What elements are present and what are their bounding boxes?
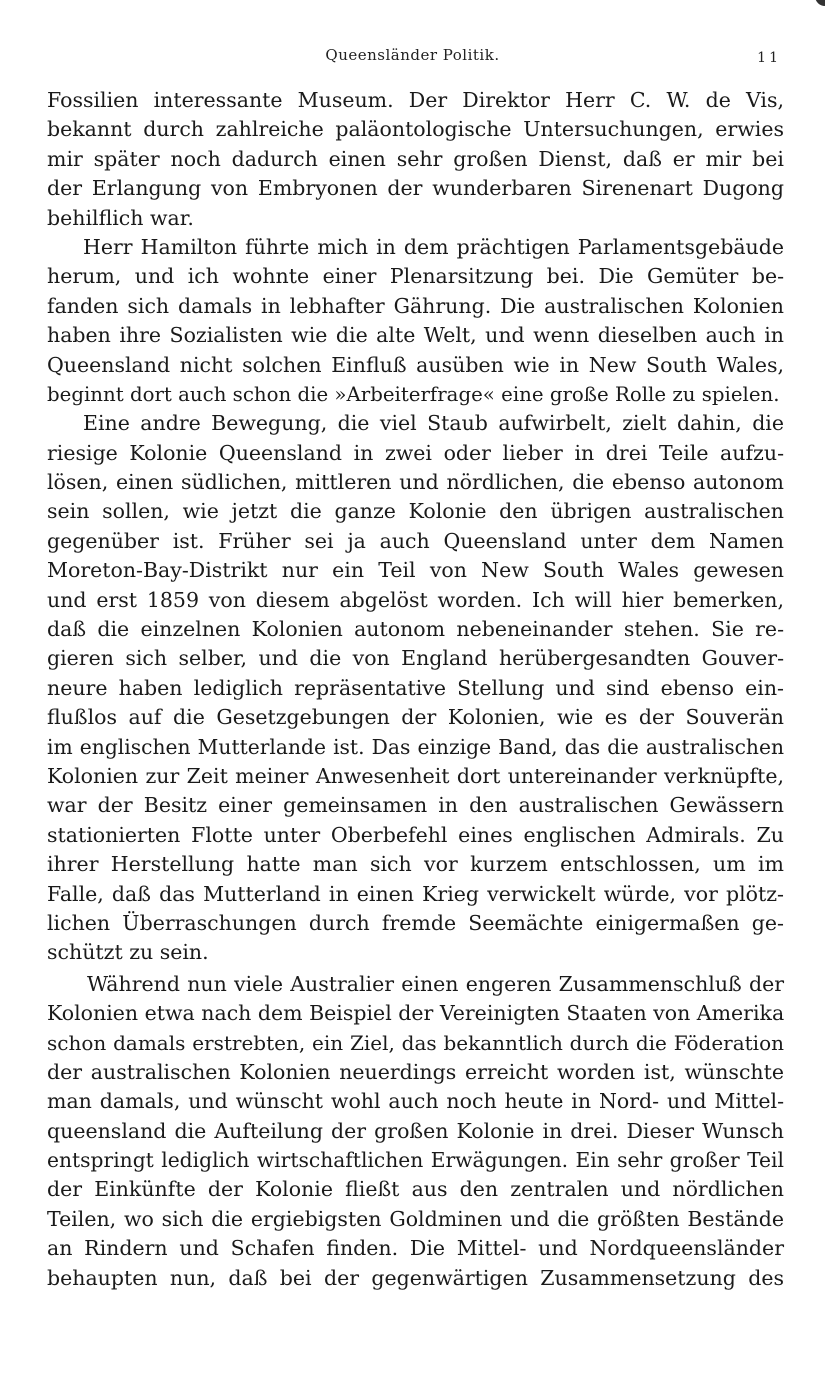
text-line: bekannt durch zahlreiche paläontologische Untersuchungen, erwies: [47, 117, 784, 142]
text-line: der australischen Kolonien neuerdings erreicht worden ist, wünschte: [47, 1059, 784, 1084]
paragraph: [47, 86, 784, 233]
text-line: Queensland nicht solchen Einfluß ausüben wie in New South Wales,: [47, 352, 784, 377]
text-line: Falle, daß das Mutterland in einen Krieg verwickelt würde, vor plötz-: [47, 881, 784, 906]
text-line: haben ihre Sozialisten wie die alte Welt, und wenn dieselben auch in: [47, 323, 784, 348]
text-line: an Rindern und Schafen finden. Die Mittel- und Nordqueensländer: [47, 1236, 784, 1261]
text-line: schützt zu sein.: [47, 940, 209, 965]
text-line: der Erlangung von Embryonen der wunderbaren Sirenenart Dugong: [47, 176, 784, 201]
text-line: der Einkünfte der Kolonie fließt aus den zentralen und nördlichen: [47, 1177, 784, 1202]
text-line: gegenüber ist. Früher sei ja auch Queensland unter dem Namen: [47, 528, 784, 553]
text-line: Kolonien etwa nach dem Beispiel der Vereinigten Staaten von Amerika: [47, 1001, 785, 1026]
text-line: riesige Kolonie Queensland in zwei oder lieber in drei Teile aufzu-: [47, 440, 784, 465]
text-line: ihrer Herstellung hatte man sich vor kurzem entschlossen, um im: [47, 852, 784, 877]
paragraph: [47, 409, 784, 967]
text-line: man damals, und wünscht wohl auch noch heute in Nord- und Mittel-: [47, 1089, 784, 1114]
paragraph: [47, 233, 784, 409]
text-line: Kolonien zur Zeit meiner Anwesenheit dort untereinander verknüpfte,: [47, 763, 784, 788]
text-line: lösen, einen südlichen, mittleren und nördlichen, die ebenso autonom: [47, 470, 784, 495]
text-line: queensland die Aufteilung der großen Kolonie in drei. Dieser Wunsch: [47, 1118, 784, 1143]
text-line: herum, und ich wohnte einer Plenarsitzung bei. Die Gemüter be-: [47, 264, 784, 289]
text-line: und erst 1859 von diesem abgelöst worden. Ich will hier bemerken,: [47, 587, 784, 612]
text-line: sein sollen, wie jetzt die ganze Kolonie den übrigen australischen: [47, 499, 784, 524]
text-line: entspringt lediglich wirtschaftlichen Erwägungen. Ein sehr großer Teil: [47, 1148, 784, 1173]
text-line: Herr Hamilton führte mich in dem prächtigen Parlamentsgebäude: [83, 234, 784, 259]
text-line: behaupten nun, daß bei der gegenwärtigen Zusammensetzung des: [47, 1265, 784, 1290]
text-line: flußlos auf die Gesetzgebungen der Kolonien, wie es der Souverän: [47, 705, 784, 730]
text-line: war der Besitz einer gemeinsamen in den australischen Gewässern: [47, 793, 784, 818]
scan-corner-mark: [815, 0, 825, 6]
text-line: schon damals erstrebten, ein Ziel, das bekanntlich durch die Föderation: [47, 1030, 784, 1055]
text-line: Fossilien interessante Museum. Der Direktor Herr C. W. de Vis,: [47, 88, 784, 112]
text-line: behilflich war.: [47, 205, 194, 230]
paragraph: [47, 970, 784, 1293]
text-line: fanden sich damals in lebhafter Gährung. Die australischen Kolonien: [47, 293, 784, 318]
text-line: Moreton-Bay-Distrikt nur ein Teil von New South Wales gewesen: [47, 558, 784, 583]
page-number: 11: [757, 50, 781, 66]
text-line: neure haben lediglich repräsentative Stellung und sind ebenso ein-: [47, 675, 784, 700]
text-line: Teilen, wo sich die ergiebigsten Goldminen und die größten Bestände: [47, 1206, 784, 1231]
running-title: Queensländer Politik.: [325, 46, 500, 64]
text-line: gieren sich selber, und die von England herübergesandten Gouver-: [47, 646, 784, 671]
text-line: mir später noch dadurch einen sehr großen Dienst, daß er mir bei: [47, 146, 784, 171]
body-text: [47, 86, 784, 1293]
text-line: daß die einzelnen Kolonien autonom nebeneinander stehen. Sie re-: [47, 617, 784, 642]
text-line: lichen Überraschungen durch fremde Seemächte einigermaßen ge-: [47, 910, 784, 935]
text-line: beginnt dort auch schon die »Arbeiterfrage« eine große Rolle zu spielen.: [47, 382, 780, 406]
text-line: stationierten Flotte unter Oberbefehl eines englischen Admirals. Zu: [47, 822, 784, 847]
text-line: Eine andre Bewegung, die viel Staub aufwirbelt, zielt dahin, die: [83, 411, 784, 436]
text-line: im englischen Mutterlande ist. Das einzige Band, das die australischen: [47, 734, 784, 759]
text-line: Während nun viele Australier einen engeren Zusammenschluß der: [87, 971, 784, 996]
